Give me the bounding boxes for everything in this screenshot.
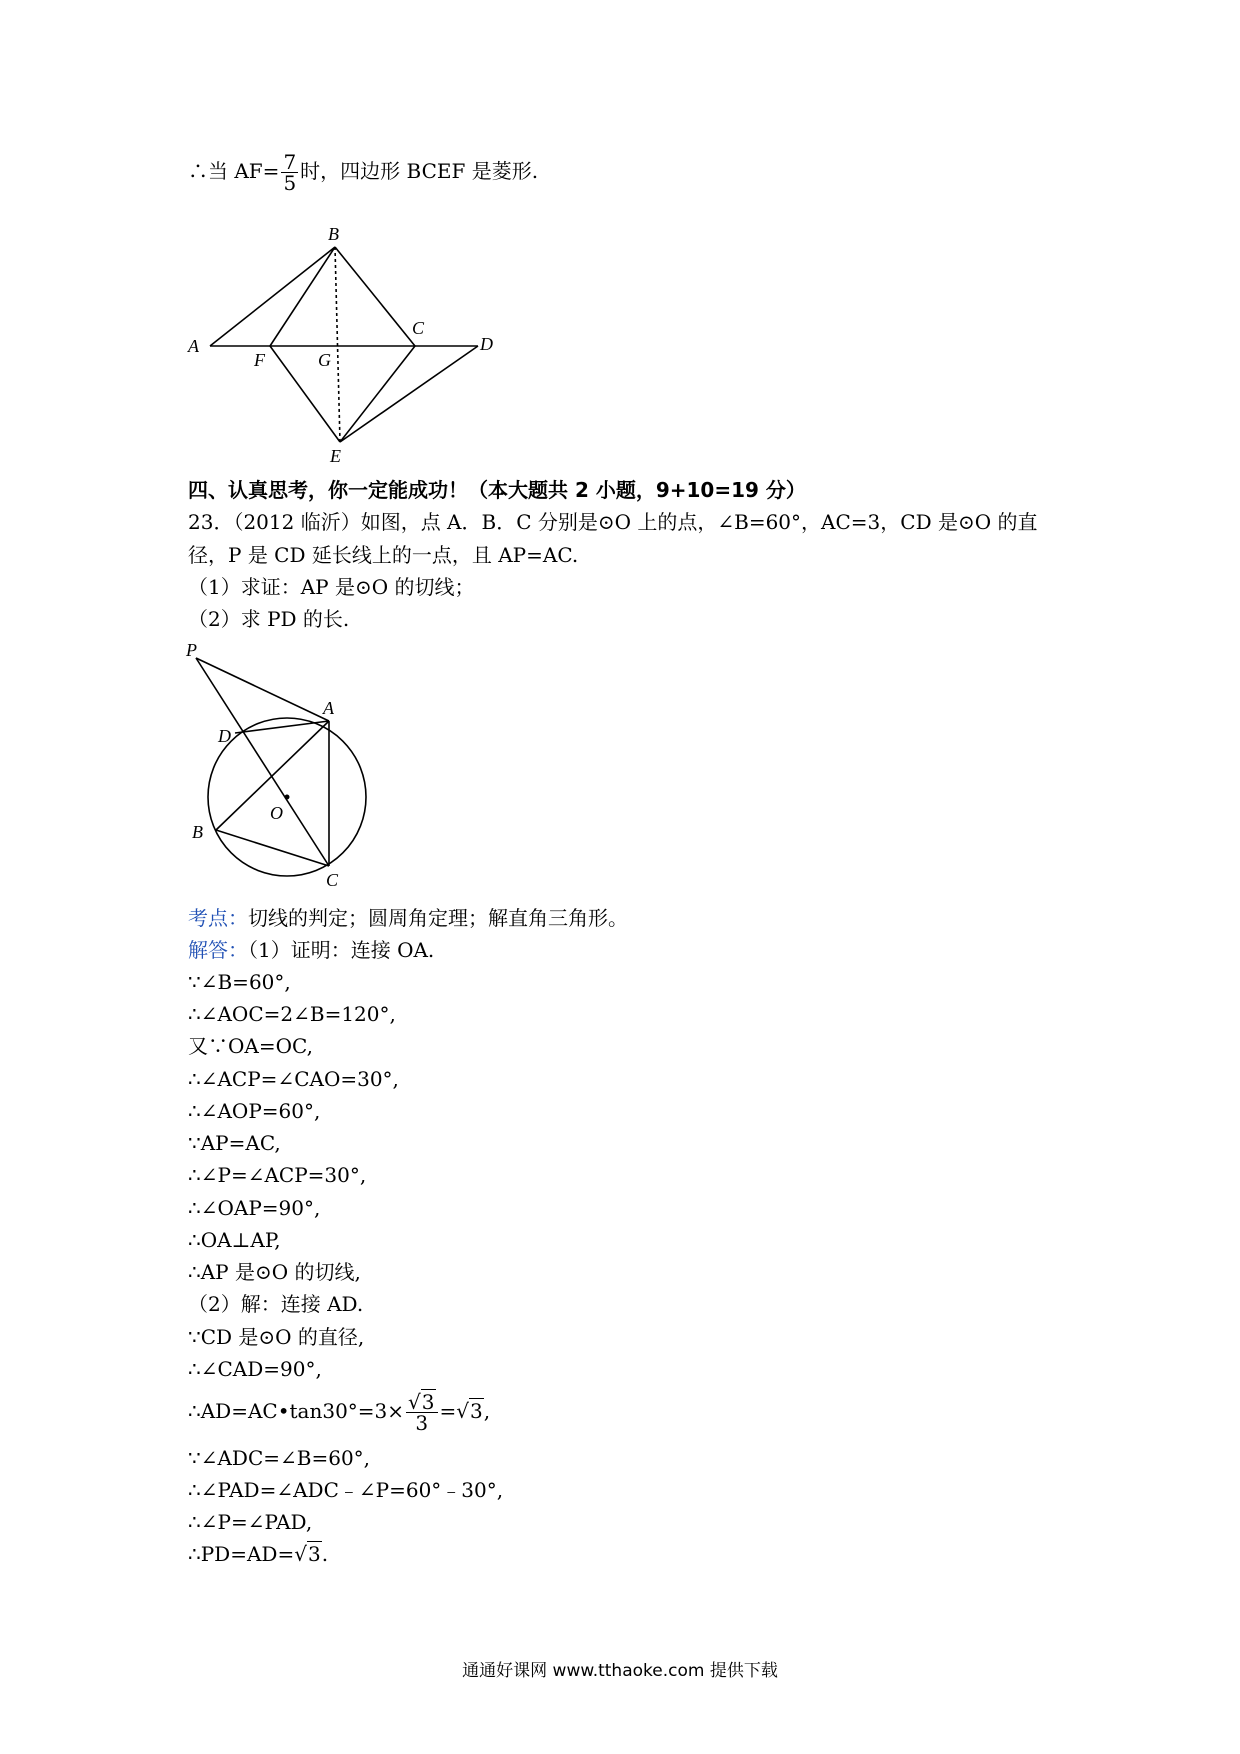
af-prefix: ∴当 AF=	[188, 159, 280, 183]
label-c: C	[412, 318, 425, 338]
label-e: E	[330, 446, 341, 466]
label-a2: A	[323, 698, 334, 718]
question-2: （2）求 PD 的长.	[188, 607, 350, 631]
step-2: ∴∠AOC=2∠B=120°,	[188, 1002, 396, 1026]
figure-rhombus	[180, 220, 500, 470]
jieda-text: （1）证明：连接 OA.	[248, 938, 435, 962]
step-7: ∴∠P=∠ACP=30°,	[188, 1163, 367, 1187]
label-b: B	[328, 224, 339, 244]
jieda-label: 解答：	[188, 938, 248, 962]
figure-circle	[180, 640, 380, 890]
step-8: ∴∠OAP=90°,	[188, 1196, 321, 1220]
ad-denominator: 3	[415, 1411, 429, 1435]
label-p: P	[186, 640, 197, 660]
ad-prefix: ∴AD=AC•tan30°=3×	[188, 1399, 405, 1423]
step-10: ∴AP 是⊙O 的切线,	[188, 1260, 361, 1284]
label-o: O	[270, 803, 283, 823]
problem-line-1: 23．（2012 临沂）如图，点 A．B．C 分别是⊙O 上的点，∠B=60°，AC=3，CD 是⊙O 的直	[188, 510, 1038, 534]
label-c2: C	[326, 870, 339, 890]
step-6: ∵AP=AC,	[188, 1131, 281, 1155]
step-4: ∴∠ACP=∠CAO=30°,	[188, 1067, 399, 1091]
ad-sqrt: √3	[456, 1399, 483, 1423]
kaodian-label: 考点：	[188, 906, 248, 930]
af-numerator: 7	[283, 150, 297, 174]
jieda-line	[188, 938, 434, 962]
af-fraction	[281, 152, 298, 193]
ad-line	[188, 1392, 490, 1433]
question-1: （1）求证：AP 是⊙O 的切线；	[188, 575, 475, 599]
step-14: ∵∠ADC=∠B=60°,	[188, 1446, 371, 1470]
step-13: ∴∠CAD=90°,	[188, 1357, 322, 1381]
ad-numerator-radicand: 3	[421, 1390, 435, 1414]
label-f: F	[254, 350, 265, 370]
pd-sqrt: √3	[294, 1542, 321, 1566]
page-footer: 通通好课网 www.tthaoke.com 提供下载	[462, 1661, 778, 1681]
pd-line	[188, 1542, 328, 1566]
step-5: ∴∠AOP=60°,	[188, 1099, 321, 1123]
kaodian-text: 切线的判定；圆周角定理；解直角三角形。	[248, 906, 628, 930]
af-suffix: 时，四边形 BCEF 是菱形.	[300, 159, 539, 183]
kaodian-line	[188, 906, 628, 930]
ad-fraction	[406, 1392, 437, 1433]
pd-radicand: 3	[307, 1542, 321, 1566]
ad-numerator: √3	[406, 1392, 437, 1413]
label-d2: D	[218, 726, 231, 746]
step-12: ∵CD 是⊙O 的直径,	[188, 1325, 365, 1349]
step-3: 又∵OA=OC,	[188, 1034, 313, 1058]
ad-suffix: ,	[483, 1399, 491, 1423]
af-denominator: 5	[283, 171, 297, 195]
step-9: ∴OA⊥AP,	[188, 1228, 281, 1252]
problem-line-2: 径，P 是 CD 延长线上的一点，且 AP=AC.	[188, 543, 579, 567]
step-11: （2）解：连接 AD.	[188, 1292, 364, 1316]
label-g: G	[318, 350, 331, 370]
step-16: ∴∠P=∠PAD,	[188, 1510, 313, 1534]
af-line	[188, 152, 538, 193]
step-1: ∵∠B=60°,	[188, 970, 291, 994]
section-heading: 四、认真思考，你一定能成功！（本大题共 2 小题，9+10=19 分）	[188, 478, 806, 502]
label-b2: B	[192, 822, 203, 842]
pd-suffix: .	[321, 1542, 329, 1566]
ad-eq: =	[439, 1399, 457, 1423]
ad-radicand: 3	[470, 1399, 483, 1423]
step-15: ∴∠PAD=∠ADC﹣∠P=60°﹣30°,	[188, 1478, 504, 1502]
label-a: A	[188, 336, 199, 356]
pd-prefix: ∴PD=AD=	[188, 1542, 295, 1566]
label-d: D	[480, 334, 493, 354]
